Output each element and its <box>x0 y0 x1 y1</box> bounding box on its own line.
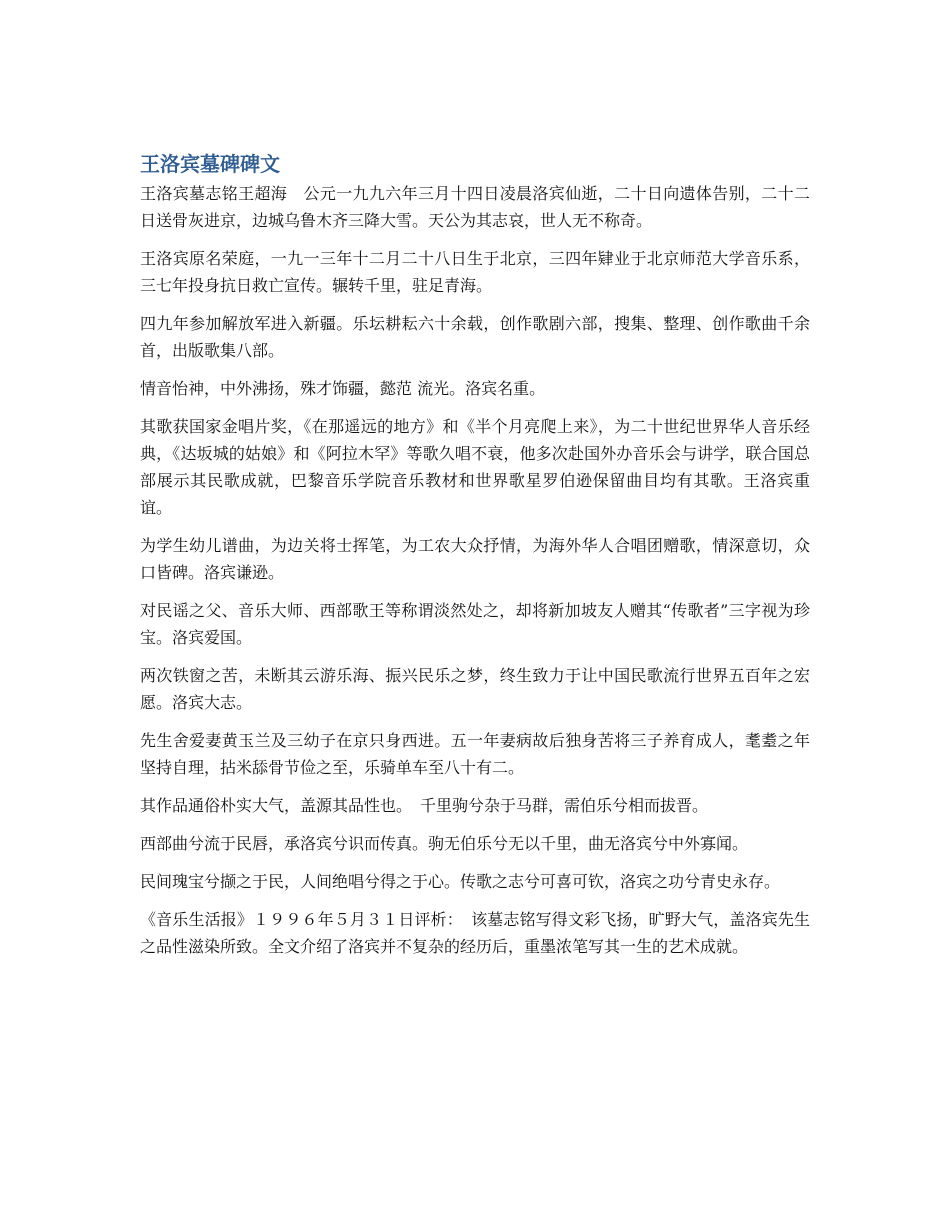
paragraph: 民间瑰宝兮撷之于民，人间绝唱兮得之于心。传歌之志兮可喜可钦，洛宾之功兮青史永存。 <box>140 872 781 891</box>
document-title: 王洛宾墓碑碑文 <box>140 152 280 176</box>
paragraph: 对民谣之父、音乐大师、西部歌王等称谓淡然处之，却将新加坡友人赠其“传歌者”三字视为珍宝。洛宾爱国。 <box>140 601 810 647</box>
paragraph: 情音怡神，中外沸扬，殊才饰疆，懿范 流光。洛宾名重。 <box>140 379 546 398</box>
document-page <box>140 150 810 971</box>
paragraph: 《音乐生活报》１９９６年５月３１日评析： 该墓志铭写得文彩飞扬，旷野大气，盖洛宾先生之品性滋染所致。全文介绍了洛宾并不复杂的经历后，重墨浓笔写其一生的艺术成就。 <box>140 910 810 956</box>
paragraph: 其歌获国家金唱片奖，《在那遥远的地方》和《半个月亮爬上来》，为二十世纪世界华人音乐经典，《达坂城的姑娘》和《阿拉木罕》等歌久唱不衰，他多次赴国外办音乐会与讲学，联合国总部展示其民歌成就，巴黎音乐学院音乐教材和世界歌星罗伯逊保留曲目均有其歌。王洛宾重谊。 <box>140 417 810 517</box>
paragraph: 王洛宾原名荣庭，一九一三年十二月二十八日生于北京，三四年肄业于北京师范大学音乐系，三七年投身抗日救亡宣传。辗转千里，驻足青海。 <box>140 249 810 295</box>
paragraph: 先生舍爱妻黄玉兰及三幼子在京只身西进。五一年妻病故后独身苦将三子养育成人，耄耋之年坚持自理，拈米舔骨节俭之至，乐骑单车至八十有二。 <box>140 731 810 777</box>
paragraph: 西部曲兮流于民唇，承洛宾兮识而传真。驹无伯乐兮无以千里，曲无洛宾兮中外寡闻。 <box>140 834 749 853</box>
paragraph: 王洛宾墓志铭王超海 公元一九九六年三月十四日凌晨洛宾仙逝，二十日向遗体告别，二十二日送骨灰进京，边城乌鲁木齐三降大雪。天公为其志哀，世人无不称奇。 <box>140 184 810 230</box>
paragraph: 为学生幼儿谱曲，为边关将士挥笔，为工农大众抒情，为海外华人合唱团赠歌，情深意切，众口皆碑。洛宾谦逊。 <box>140 536 810 582</box>
paragraph: 其作品通俗朴实大气，盖源其品性也。 千里驹兮杂于马群，需伯乐兮相而拔晋。 <box>140 796 709 815</box>
paragraph: 两次铁窗之苦，未断其云游乐海、振兴民乐之梦，终生致力于让中国民歌流行世界五百年之宏愿。洛宾大志。 <box>140 666 810 712</box>
paragraph: 四九年参加解放军进入新疆。乐坛耕耘六十余载，创作歌剧六部，搜集、整理、创作歌曲千余首，出版歌集八部。 <box>140 314 810 360</box>
